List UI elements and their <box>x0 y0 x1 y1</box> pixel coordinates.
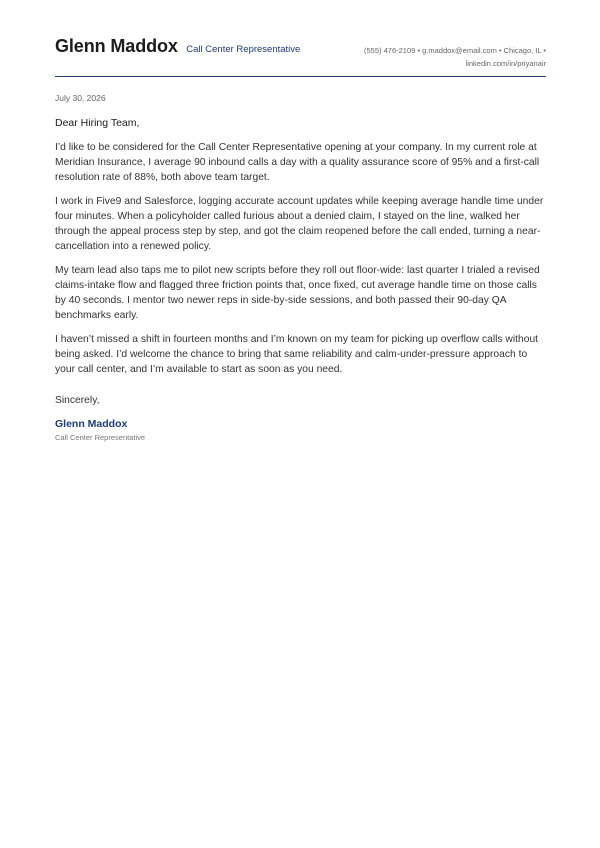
signature-title: Call Center Representative <box>55 433 146 442</box>
applicant-title: Call Center Representative <box>186 44 301 55</box>
letter-header <box>55 0 546 77</box>
name-block <box>55 36 300 57</box>
closing: Sincerely, <box>55 395 100 406</box>
signature-name: Glenn Maddox <box>55 418 128 430</box>
contact-line-2: linkedin.com/in/priyanair <box>465 58 546 68</box>
paragraph-2: I work in Five9 and Salesforce, logging accurate account updates while keeping average handle time under four minutes. When a policyholder called furious about a denied claim, I stayed on the line, walked her through the appeal process step by step, and got the claim reopened before the call ended, turning a near-cancellation into a renewed policy. <box>55 196 544 252</box>
paragraph-4: I haven’t missed a shift in fourteen months and I’m known on my team for picking up overflow calls without being asked. I’d welcome the chance to bring that same reliability and calm-under-pressure approach to your call center, and I’m available to start as soon as you need. <box>55 334 539 375</box>
paragraph-1: I’d like to be considered for the Call Center Representative opening at your company. In my current role at Meridian Insurance, I average 90 inbound calls a day with a quality assurance score of 95% and a first-call resolution rate of 88%, both above team target. <box>55 142 540 183</box>
contact-line-1: (555) 476-2109 • g.maddox@email.com • Chicago, IL • <box>364 46 546 55</box>
letter-date: July 30, 2026 <box>55 93 106 103</box>
applicant-name: Glenn Maddox <box>55 36 178 56</box>
contact-info <box>364 45 546 70</box>
paragraph-3: My team lead also taps me to pilot new scripts before they roll out floor-wide: last quarter I trialed a revised claims-intake flow and flagged three friction points that, once fixed, cut average handle time on those calls by 40 seconds. I mentor two newer reps in side-by-side sessions, and both passed their 90-day QA benchmarks early. <box>55 265 540 321</box>
letter-body <box>55 140 546 386</box>
cover-letter-page <box>55 0 546 442</box>
greeting: Dear Hiring Team, <box>55 117 140 129</box>
